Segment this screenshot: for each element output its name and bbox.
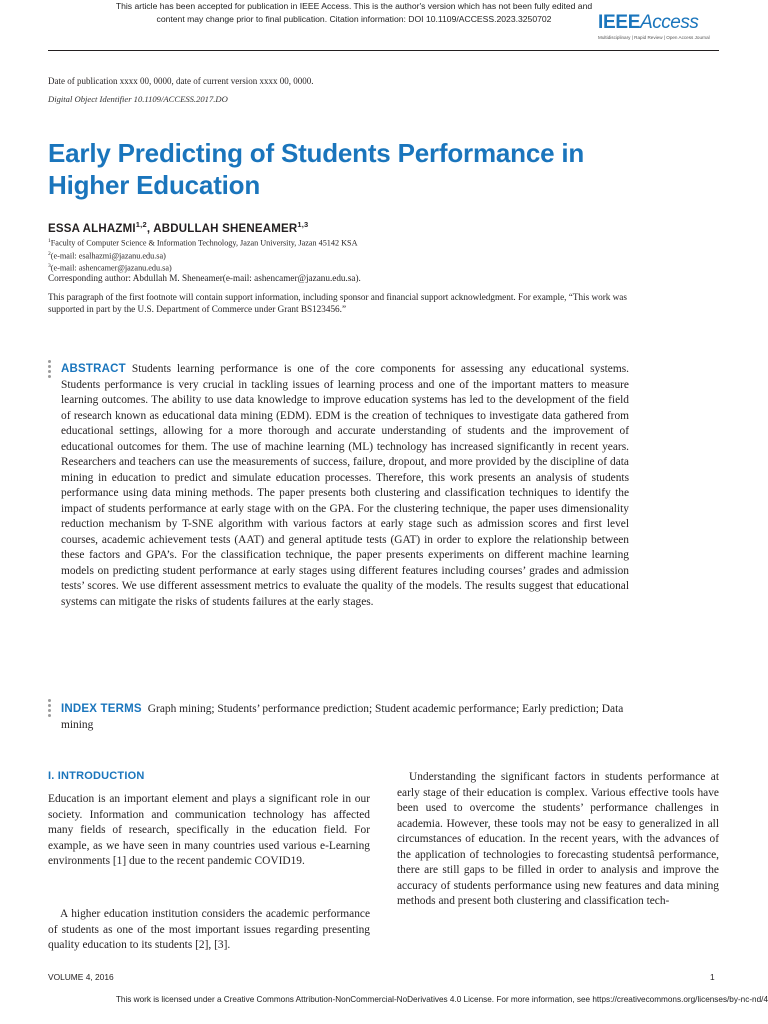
intro-paragraph-1: Education is an important element and plays a significant role in our society. Information and communication technology has affected many fields of research, specifically in the education field. For example, as we have seen in many countries used various e-Learning environments [1] due to the recent pandemic COVID19.: [48, 793, 370, 867]
abstract: [61, 362, 629, 610]
intro-paragraph-2: A higher education institution considers the academic performance of students as one of the most important issues regarding presenting quality education to its students [2], [3].: [48, 908, 370, 951]
header-divider: [48, 50, 719, 51]
affiliations: [48, 236, 688, 274]
section-marker-icon: [48, 699, 52, 719]
author-affiliation-marker: 1,3: [297, 220, 309, 229]
logo-ieee-text: IEEE: [598, 12, 641, 33]
intro-paragraph-3: Understanding the significant factors in students performance at early stage of their education is complex. Various effective tools have been used to overcome the students’ performance challenges in academia. However, these tools may not be easy to generalized in all circumstances of education. In the recent years, with the advances of the application of technologies to forecasting studentsâ performance, there are still gaps to be filled in order to analysis and improve the accuracy of students performance using new features and data mining methods and present both clustering and classification tech-: [397, 771, 719, 907]
index-terms-label: INDEX TERMS: [61, 703, 142, 715]
logo-access-text: Access: [640, 12, 699, 33]
author-separator: ,: [146, 222, 154, 235]
corresponding-author: Corresponding author: Abdullah M. Sheneamer(e-mail: ashencamer@jazanu.edu.sa).: [48, 273, 361, 283]
affiliation-line: $^2$(e-mail: esalhazmi@jazanu.edu.sa): [48, 250, 166, 261]
index-terms: [61, 701, 631, 733]
author-name: ABDULLAH SHENEAMER: [153, 222, 298, 235]
ieee-access-logo: [598, 12, 720, 48]
section-marker-icon: [48, 360, 52, 380]
banner-line-1: This article has been accepted for publication in IEEE Access. This is the author's version which has not been fully edited and: [115, 1, 593, 11]
section-heading-introduction: I. INTRODUCTION: [48, 770, 145, 782]
volume-info: VOLUME 4, 2016: [48, 972, 114, 982]
abstract-text: Students learning performance is one of the core components for assessing any educational systems. Students performance is very crucial in tackling issues of learning process and one of the important matters to measure learning outcomes. The ability to use data knowledge to improve education systems has led to the development of the field of research known as educational data mining (EDM). EDM is the creation of techniques to investigate data gathered from educational settings, allowing for a more thorough and accurate understanding of students and the improvement of educational outcomes for them. The use of machine learning (ML) technology has increased significantly in recent years. Researchers and teachers can use the measurements of success, failure, dropout, and more provided by the discipline of data mining in education to predict and simulate education processes. Therefore, this work presents an analysis of students performance using data mining methods. The paper presents both clustering and classification techniques to identify the impact of students performance at early stage with on the GPA. For the clustering technique, the paper uses dimensionality reduction mechanism by T-SNE algorithm with various factors at early stage such as admission scores and first level courses, academic achievement tests (AAT) and general aptitude tests (GAT) in order to explore the relationship between these factors and GPA’s. For the classification technique, the paper presents experiments on different machine learning models on predicting student performance at early stages using different features including courses’ grades and admission tests’ scores. We use different assessment metrics to evaluate the quality of the models. The results suggest that educational systems can mitigate the risks of students failures at the early stages.: [61, 363, 629, 608]
affiliation-line: $^1$Faculty of Computer Science & Information Technology, Jazan University, Jazan 45142 KSA: [48, 238, 358, 248]
license-banner: This work is licensed under a Creative Commons Attribution-NonCommercial-NoDerivatives 4.0 License. For more information, see https://creativecommons.org/licenses/by-nc-nd/4: [115, 995, 768, 1004]
publication-date: Date of publication xxxx 00, 0000, date of current version xxxx 00, 0000.: [48, 76, 314, 86]
logo-tagline: Multidisciplinary | Rapid Review | Open Access Journal: [598, 35, 710, 40]
index-terms-text: Graph mining; Students’ performance prediction; Student academic performance; Early prediction; Data mining: [61, 703, 624, 731]
banner-line-2: content may change prior to final publication. Citation information: DOI 10.1109/ACCESS.2023.3250702: [156, 13, 552, 24]
first-footnote: This paragraph of the first footnote will contain support information, including sponsor and financial support acknowledgment. For example, “This work was supported in part by the U.S. Department of Commerce under Grant BS123456.”: [48, 292, 627, 314]
abstract-label: ABSTRACT: [61, 363, 126, 375]
affiliation-line: $^3$(e-mail: ashencamer@jazanu.edu.sa): [48, 263, 172, 274]
paper-title: Early Predicting of Students Performance in Higher Education: [48, 138, 585, 200]
page-number: 1: [710, 972, 715, 982]
author-affiliation-marker: 1,2: [135, 220, 147, 229]
doi-identifier: Digital Object Identifier 10.1109/ACCESS.2017.DO: [48, 94, 228, 104]
author-list: [48, 220, 308, 235]
author-name: ESSA ALHAZMI: [48, 222, 136, 235]
